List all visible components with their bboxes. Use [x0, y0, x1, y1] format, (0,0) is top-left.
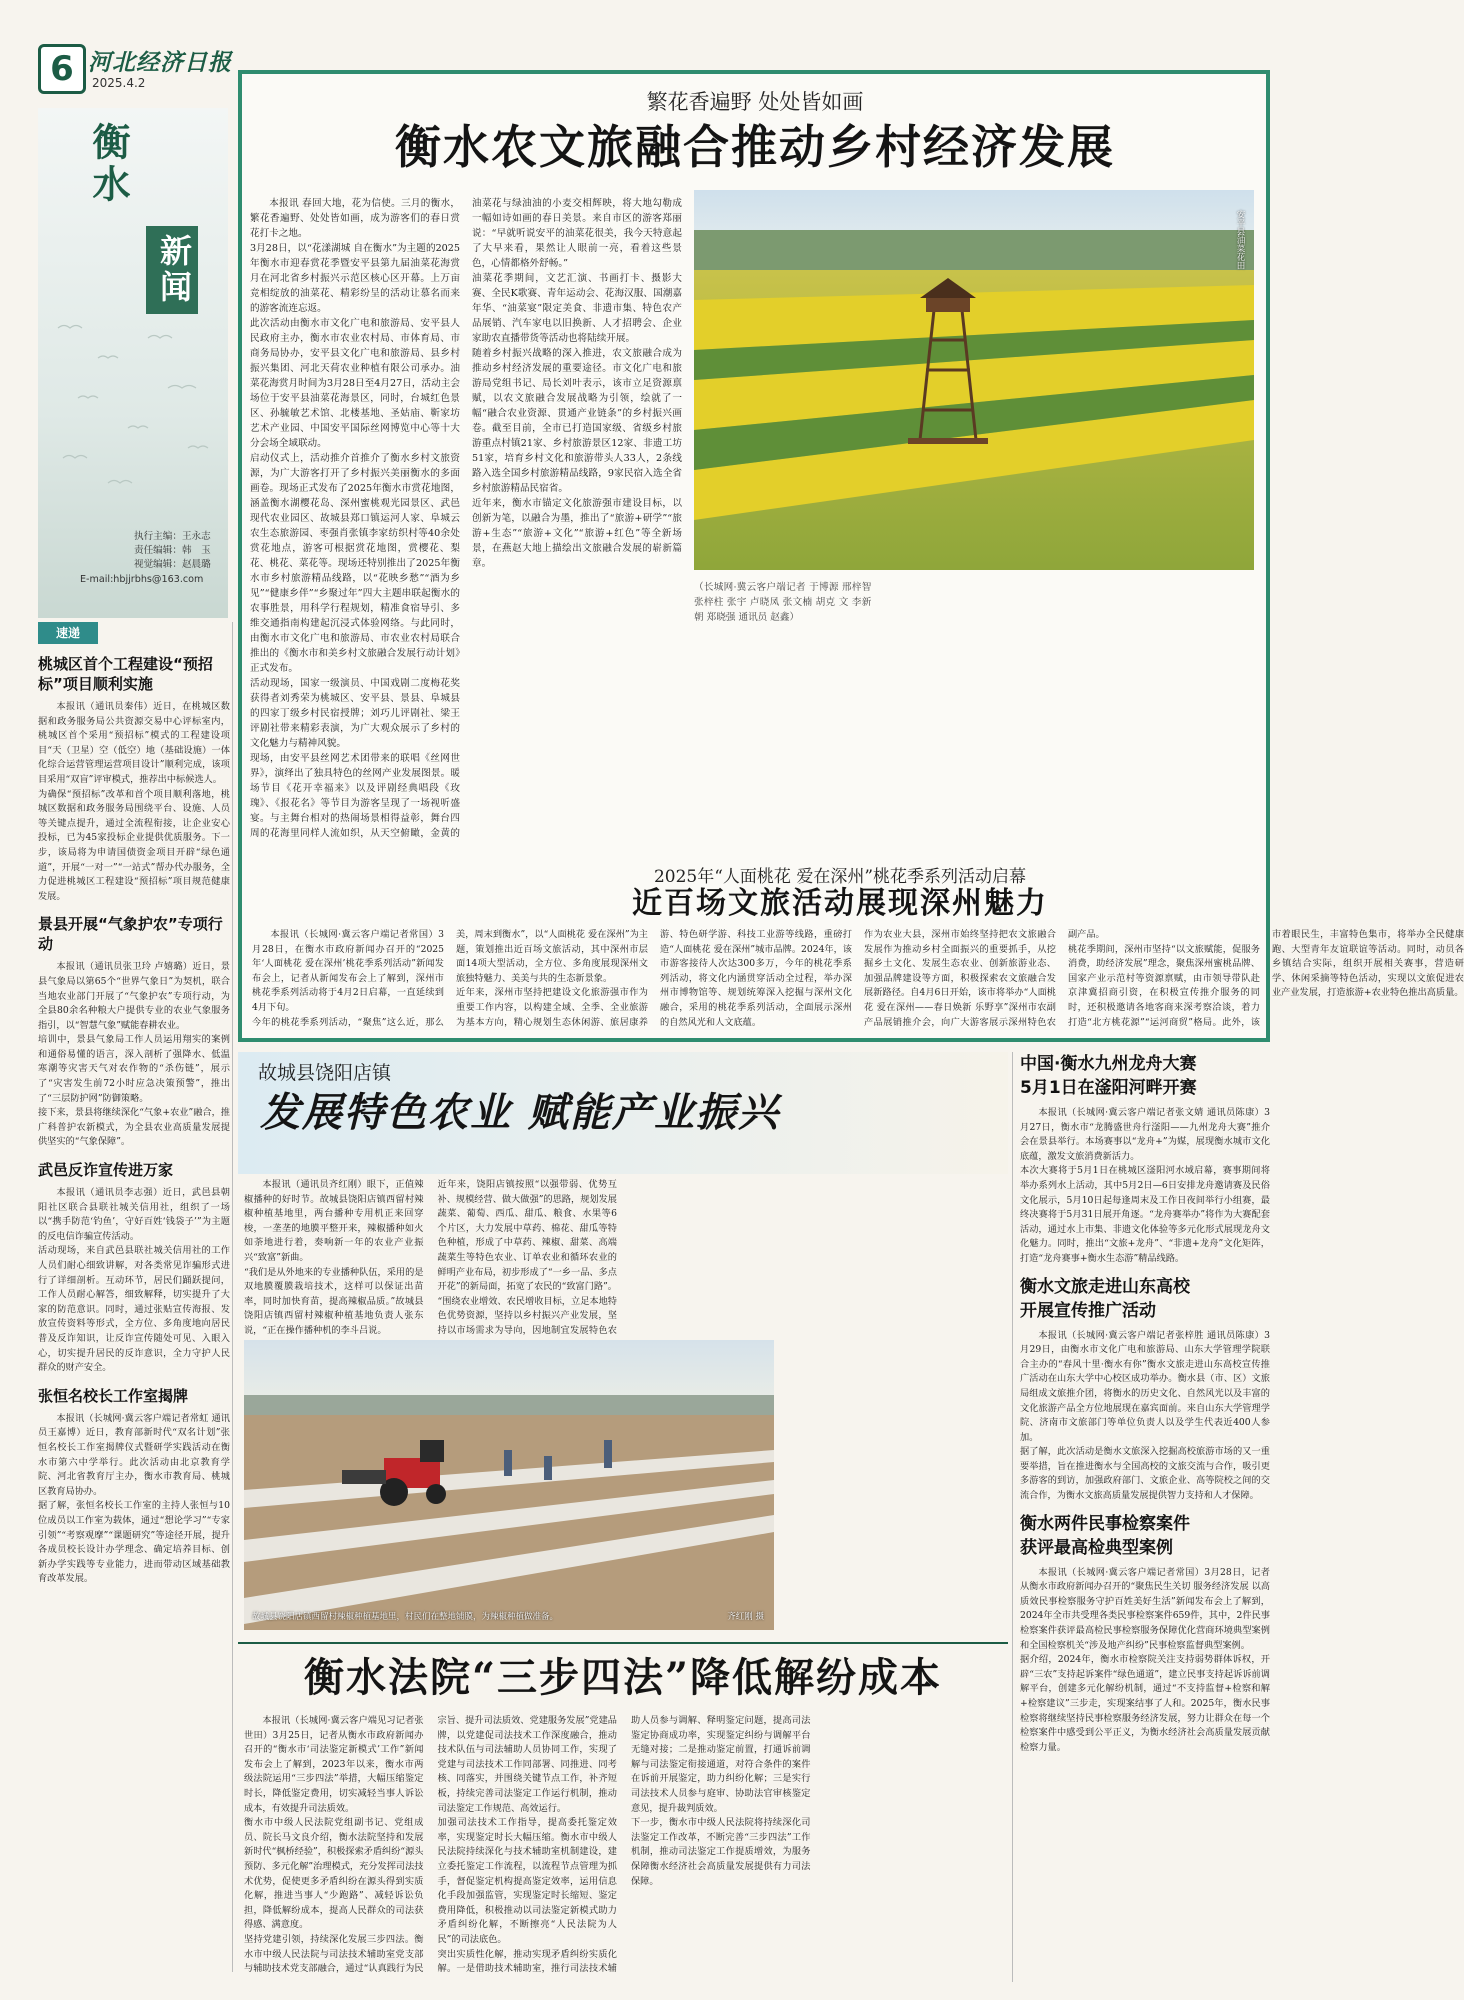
gucheng-headline: 发展特色农业 赋能产业振兴: [260, 1089, 780, 1136]
court-headline: 衡水法院“三步四法”降低解纷成本: [303, 1654, 942, 1701]
peach-kicker: 2025年“人面桃花 爱在深州”桃花季系列活动启幕: [653, 867, 1027, 887]
farm-story-body: 本报讯 春回大地，花为信使。三月的衡水，繁花香遍野、处处皆如画，成为游客们的春日赏花打卡之地。 3月28日，以“花漾湖城 自在衡水”为主题的2025年衡水市迎春赏花季暨安平县第九届油菜花海赏月在河北省乡村振兴示范区核心区开幕。上万亩竞相绽放的油菜花、精彩纷呈的活动让慕名而来的游客流连忘返。 此次活动由衡水市文化广电和旅游局、安平县人民政府主办，衡水市农业农村局、市体育局、市商务局协办，安平县文化广电和旅游局、县乡村振兴集团、河北天荷农业种植有限公司承办。油菜花海赏月时间为3月28日至4月27日，活动主会场位于安平县油菜花海景区，同时，台城红色景区、孙毓敏艺术馆、北楼基地、圣姑庙、靳家坊艺术产业园、中国安平国际丝网博览中心等十大分会场全域联动。 启动仪式上，活动推介首推介了衡水乡村文旅资源，为广大游客打开了乡村振兴美丽衡水的多面画卷。现场正式发布了2025年衡水市赏花地图，涵盖衡水湖樱花岛、深州蜜桃观光园景区、武邑现代农业园区、故城县郑口镇运河人家、阜城云农生态旅游园、枣强肖张镇李家纺织村等40余处赏花地点，游客可根据赏花地图，赏樱花、梨花、桃花、菜花等。现场还特别推出了2025年衡水市乡村旅游精品线路，以“花映乡愁”“酒为乡见”“健康乡伴”“乡聚过年”四大主题串联起衡水的农事胜景，用科学行程规划，精准食宿导引、多维交通指南构建起沉浸式体验网络。与此同时，由衡水市文化广电和旅游局、市农业农村局联合推出的《衡水市和美乡村文旅融合发展行动计划》正式发布。 活动现场，国家一级演员、中国戏剧二度梅花奖获得者刘秀荣为桃城区、安平县、景县、阜城县的四家丁级乡村民宿授牌；刘巧儿评剧社、梁王评剧社带来精彩表演，为广大观众展示了乡村的文化魅力与精神风貌。 现场，由安平县丝网艺术团带来的联唱《丝网世界》，演绎出了独具特色的丝网产业发展图景。暖场节目《花开幸福来》以及评剧经典唱段《玫瑰》、《报花名》等节目为游客呈现了一场视听盛宴。与主舞台相对的热闹场景相得益彰，舞台四周的花海里同样人流如织，从天空俯瞰，金黄的油菜花与绿油油的小麦交相辉映，将大地勾勒成一幅如诗如画的春日美景。来自市区的游客郑丽说：“早就听说安平的油菜花很美，我今天特意起了大早来看，果然让人眼前一亮，看着这些景色，心情都格外舒畅。” 油菜花季期间，文艺汇演、书画打卡、摄影大赛、全民K歌赛、青年运动会、花海汉服、国潮嘉年华、“油菜宴”限定美食、非遗市集、特色农产品展销、汽车家电以旧换新、人才招聘会、企业家助农直播带货等活动也将陆续开展。 随着乡村振兴战略的深入推进，农文旅融合成为推动乡村经济发展的重要途径。市文化广电和旅游局党组书记、局长刘叶表示，该市立足资源禀赋，以农文旅融合发展战略为引领，绘就了一幅“融合农业资源、贯通产业链条”的乡村振兴画卷。截至目前，全市已打造国家级、省级乡村旅游重点村镇21家、乡村旅游景区12家、非遗工坊51家，培育乡村文化和旅游带头人33人，2条线路入选全国乡村旅游精品线路，9家民宿入选全省乡村旅游精品民宿省。 近年来，衡水市锚定文化旅游强市建设目标，以创新为笔，以融合为墨，推出了“旅游+研学”“旅游+生态”“旅游+文化”“旅游+红色”等全新场景，在燕赵大地上描绘出文旅融合发展的崭新篇章。: [250, 198, 682, 839]
quick-item-gonggcheng: [38, 654, 230, 904]
right-item-title: [1020, 1512, 1270, 1560]
quick-item-body: 本报讯（通讯员秦伟）近日，在桃城区数据和政务服务局公共资源交易中心评标室内，桃城区首个采用“预招标”模式的工程建设项目“天（卫星）空（低空）地（基础设施）一体化综合运营管理运营项目设计”顺利完成，该项目采用“双盲”评审模式，推荐出中标候选人。 为确保“预招标”改革和首个项目顺利落地，桃城区数据和政务服务局围绕平台、设施、人员等关键点提升，通过全流程衔接，让企业安心投标，已为45家投标企业提供优质服务。下一步，该局将为申请国债资金项目开辟“绿色通道”，开展“一对一”“一站式”帮办代办服务，全力促进桃城区工程建设“预招标”项目规范健康发展。: [38, 701, 230, 902]
rapeseed-field-illustration: [694, 190, 1254, 570]
right-item-body: 本报讯（长城网·冀云客户端记者张梓胜 通讯员陈康）3月29日，由衡水市文化广电和旅游局、山东大学管理学院联合主办的“春风十里·衡水有你”衡水文旅走进山东高校宣传推广活动在山东大学中心校区成功举办。衡水县（市、区）文旅局组成文旅推介团，将衡水的历史文化、自然风光以及丰富的文化旅游产品全方位地展现在嘉宾面前。来自山东大学管理学院、济南市文旅部门等单位负责人以及学生代表近400人参加。 据了解，此次活动是衡水文旅深入挖掘高校旅游市场的又一重要举措，旨在推进衡水与全国高校的文旅交流与合作，吸引更多游客的到访，加强政府部门、文旅企业、高等院校之间的交流合作，为衡水文旅高质量发展提供智力支持和人才保障。: [1020, 1329, 1270, 1502]
quick-item-title: 张恒名校长工作室揭牌: [38, 1386, 189, 1405]
right-news-column: [1020, 1052, 1270, 1982]
editor-credits: [134, 530, 211, 572]
right-item-procuratorate: [1020, 1512, 1270, 1756]
category-title: 新闻: [146, 226, 198, 314]
quick-item-title: 武邑反诈宣传进万家: [38, 1161, 174, 1180]
right-item-title: [1020, 1275, 1270, 1323]
farm-headline: 衡水农文旅融合推动乡村经济发展: [395, 120, 1115, 174]
gucheng-story-body: 本报讯（通讯员齐红刚）眼下，正值辣椒播种的好时节。故城县饶阳店镇西留村辣椒种植基地里，两台播种专用机正来回穿梭，一垄垄的地膜平整开来，辣椒播种如火如荼地进行着，奏响新一年的农业产业振兴“致富”新曲。 “我们是从外地来的专业播种队伍，采用的是双地膜覆膜栽培技术，这样可以保证出苗率，同时加快育苗，提高辣椒品质。”故城县饶阳店镇西留村辣椒种植基地负责人张东说，“正在操作播种机的李斗吕说。 近年来，饶阳店镇按照“以强带弱、优势互补、规模经营、做大做强”的思路，规划发展蔬菜、葡萄、西瓜、甜瓜、粮食、水果等6个片区，大力发展中草药、棉花、甜瓜等特色种植，形成了中草药、辣椒、甜菜、高端蔬菜生等特色农业、订单农业和循环农业的鲜明产业布局，初步形成了“一乡一品、多点开花”的新局面，拓宽了农民的“致富门路”。 “围绕农业增效、农民增收目标，立足本地特色优势资源，坚持以乡村振兴产业发展，坚持以市场需求为导向，因地制宜发展特色农: [244, 1179, 617, 1336]
chili-planting-illustration: [244, 1340, 774, 1630]
city-title: 衡水: [86, 122, 131, 206]
quick-item-title: 桃城区首个工程建设“预招标”项目顺利实施: [38, 655, 213, 693]
farm-story-byline: （长城网·冀云客户端记者 于博源 邢梓智 张梓柱 张宇 卢晓凤 张文楠 胡克 文 李新朝 郑晓强 通讯员 赵鑫）: [694, 582, 872, 623]
quick-item-body: 本报讯（通讯员李志强）近日，武邑县朝阳社区联合县联社城关信用社，组织了一场以“携手防范‘钓鱼’，守好百姓‘钱袋子’”为主题的反电信诈骗宣传活动。 活动现场，来自武邑县联社城关信用社的工作人员们耐心细致讲解，对各类常见诈骗形式进行了详细剖析。互动环节，居民们踊跃提问，工作人员耐心解答，细致解释，切实提升了大家的防范意识。同时，通过张贴宣传海报、发放宣传资料等形式，全方位、多角度地向居民普及反诈知识，让反诈宣传随处可见、入眼入心，切实提升居民的反诈意识，全力守护人民群众的财产安全。: [38, 1187, 230, 1374]
page-number: 6: [38, 44, 86, 94]
court-story-body: 本报讯（长城网·冀云客户端见习记者张世田）3月25日，记者从衡水市政府新闻办召开的“衡水市‘司法鉴定新模式’工作”新闻发布会上了解到，2023年以来，衡水市两级法院运用“三步四法”举措，大幅压缩鉴定时长，降低鉴定费用，切实减轻当事人诉讼成本，有效提升司法质效。 衡水市中级人民法院党组副书记、党组成员、院长马文良介绍，衡水法院坚持和发展新时代“枫桥经验”，积极探索矛盾纠纷“源头预防、多元化解”治理模式，充分发挥司法技术优势，促使更多矛盾纠纷在源头得到实质化解，推进当事人“少跑路”、减轻诉讼负担，降低解纷成本，提高人民群众的司法获得感、满意度。 坚持党建引领，持续深化发展三步四法。衡水市中级人民法院与司法技术辅助室党支部与辅助技术党支部融合，通过“认真践行为民宗旨、提升司法质效、党建服务发展”党建品牌，以党建促司法技术工作深度融合，推动技术队伍与司法辅助人员协同工作，实现了党建与司法技术工作同部署、同推进、同考核、同落实，并围绕关键节点工作，补齐短板，持续完善司法鉴定工作运行机制，推动司法鉴定工作规范、高效运行。 加强司法技术工作指导，提高委托鉴定效率，实现鉴定时长大幅压缩。衡水市中级人民法院持续深化与技术辅助室机制建设，建立委托鉴定工作流程，以流程节点管理为抓手，督促鉴定机构提高鉴定效率，运用信息化手段加强监管，实现鉴定时长缩短、鉴定费用降低，积极推动以司法鉴定新模式助力矛盾纠纷化解，不断擦亮“人民法院为人民”的司法底色。 突出实质性化解，推动实现矛盾纠纷实质化解。一是借助技术辅助室，推行司法技术辅助人员参与调解、释明鉴定问题，提高司法鉴定协商成功率，实现鉴定纠纷与调解平台无缝对接；二是推动鉴定前置，打通诉前调解与司法鉴定衔接通道，对符合条件的案件在诉前开展鉴定，助力纠纷化解；三是实行司法技术人员参与庭审、协助法官审核鉴定意见，提升裁判质效。 下一步，衡水市中级人民法院将持续深化司法鉴定工作改革，不断完善“三步四法”工作机制，推动司法鉴定工作提质增效，为服务保障衡水经济社会高质量发展提供有力司法保障。: [244, 1715, 811, 1975]
chief-editor: 执行主编：王永志: [134, 531, 211, 542]
quick-label: [38, 622, 98, 644]
quick-item-principal: [38, 1386, 230, 1587]
gucheng-story-continued: [782, 1440, 1004, 1630]
title-line-1: 衡水文旅走进山东高校: [1020, 1276, 1190, 1297]
quick-item-antifraud: [38, 1160, 230, 1376]
paper-name: 河北经济日报: [88, 49, 232, 76]
section-header: [38, 108, 228, 618]
court-story: [244, 1714, 1004, 1984]
quick-news-column: [38, 622, 230, 1972]
court-rule: [238, 1642, 1008, 1644]
duty-editor: 责任编辑：韩 玉: [134, 545, 211, 556]
title-line-2: 获评最高检典型案例: [1020, 1537, 1173, 1558]
gucheng-photo-caption: 故城县饶阳店镇西留村辣椒种植基地里，村民们在整地铺膜，为辣椒种植做准备。: [252, 1612, 559, 1622]
title-line-2: 开展宣传推广活动: [1020, 1300, 1156, 1321]
peach-story: [252, 928, 1464, 1034]
peach-headline: 近百场文旅活动展现深州魅力: [632, 886, 1048, 921]
gucheng-kicker: 故城县饶阳店镇: [258, 1062, 392, 1084]
quick-label-text: 速递: [55, 626, 80, 640]
farm-story-continued: [694, 580, 1254, 850]
title-line-1: 中国·衡水九州龙舟大赛: [1020, 1054, 1197, 1074]
title-line-2: 5月1日在滏阳河畔开赛: [1020, 1078, 1197, 1098]
peach-story-body: 本报讯（长城网·冀云客户端记者常国）3月28日，在衡水市政府新闻办召开的“2025年‘人面桃花 爱在深州’桃花季系列活动”新闻发布会上，记者从新闻发布会上了解到，深州市桃花季系列活动将于4月2日启幕，一直延续到4月下旬。 今年的桃花季系列活动，“聚焦”这么近，那么美，周末到衡水”，以“人面桃花 爱在深州”为主题，策划推出近百场文旅活动，其中深州市层面14项大型活动，全方位、多角度展现深州文旅独特魅力、美美与共的生态新景象。 近年来，深州市坚持把建设文化旅游强市作为重要工作内容，以构建全域、全季、全业旅游为基本方向，精心规划生态休闲游、旅居康养游、特色研学游、科技工业游等线路，重磅打造“人面桃花 爱在深州”城市品牌。2024年，该市游客接待人次达300多万，今年的桃花季系列活动，将文化内涵贯穿活动全过程，举办深州市博物馆等、规划统筹深入挖掘与深州文化融合，采用的桃花季系列活动，全面展示深州的自然风光和人文底蕴。 作为农业大县，深州市始终坚持把农文旅融合发展作为推动乡村全面振兴的重要抓手，从挖掘乡土文化、发展生态农业、创新旅游业态、加强品牌建设等方面，积极探索农文旅融合发展新路径。自4月6日开始，该市将举办“人面桃花 爱在深州——春日焕新 乐野享”深州市农副产品展销推介会，向广大游客展示深州特色农副产品。 桃花季期间，深州市坚持“以文旅赋能，促服务消费，助经济发展”理念，聚焦深州蜜桃品牌、国家产业示范村等资源禀赋，由市领导带队赴京津冀招商引资，在积极宣传推介服务的同时，还积极邀请各地客商来深考察洽谈，着力打造“北方桃花源”“运河商贸”格局。此外，该市着眼民生，丰富特色集市，将举办全民健康跑、大型青年友谊联谊等活动。同时，动员各乡镇结合实际，组织开展相关赛事，营造研学、休闲采摘等特色活动，实现以文旅促进农业产业发展，打造旅游+农业特色推出高质量。: [252, 929, 1464, 1028]
quick-item-weather: [38, 914, 230, 1150]
quick-item-title: 景县开展“气象护农”专项行动: [38, 915, 223, 954]
chili-planting-photo: [244, 1340, 774, 1630]
quick-item-body: 本报讯（通讯员张卫玲 卢嬉璐）近日，景县气象局以第65个“世界气象日”为契机，联合当地农业部门开展了“气象护农”专项行动，为全县80余名种粮大户提供专业的农业气象服务指引，以“智慧气象”赋能春耕农业。 培训中，景县气象局工作人员运用翔实的案例和通俗易懂的语言，深入剖析了强降水、低温寒潮等灾害天气对农作物的“杀伤链”，展示了“灾害发生前72小时应急决策预警”，推出了“三层防护网”防御策略。 接下来，景县将继续深化“气象+农业”融合，推广科普护农新模式，为全县农业高质量发展提供坚实的“气象保障”。: [38, 961, 230, 1148]
right-item-body: 本报讯（长城网·冀云客户端记者常国）3月28日，记者从衡水市政府新闻办召开的“聚焦民生关切 服务经济发展 以高质效民事检察服务守护百姓美好生活”新闻发布会上了解到，2024年全市共受理各类民事检察案件659件，其中，2件民事检察案件获评最高检民事检察服务保障优化营商环境典型案例和全国检察机关“涉及地产纠纷”民事检察监督典型案例。 据介绍，2024年，衡水市检察院关注支持弱势群体诉权，开辟“三农”支持起诉案件“绿色通道”，建立民事支持起诉诉前调解平台，创建多元化解纷机制，通过“不支持监督+检察和解+检察建议”三步走，实现案结事了人和。2025年，衡水民事检察将继续坚持民事检察服务经济发展，努力让群众在每一个检察案件中感受到公平正义，为衡水经济社会高质量发展贡献检察力量。: [1020, 1566, 1270, 1753]
issue-date: 2025.4.2: [92, 76, 146, 90]
right-item-title: [1020, 1052, 1270, 1100]
farm-photo-caption: 安平县油菜花田: [1235, 210, 1245, 270]
rapeseed-field-photo: [694, 190, 1254, 570]
quick-item-body: 本报讯（长城网·冀云客户端记者常虹 通讯员王嘉博）近日，教育部新时代“双名计划”张恒名校长工作室揭牌仪式暨研学实践活动在衡水市第六中学举行。此次活动由北京教育学院、河北省教育厅主办，衡水市教育局、桃城区教育局协办。 据了解，张恒名校长工作室的主持人张恒与10位成员以工作室为载体，通过“想论学习”“专家引领”“考察观摩”“课题研究”等途径开展，提升各成员校长设计办学理念、确定培养目标、创新办学实践等专业能力，进而带动区域基础教育改革发展。: [38, 1412, 230, 1585]
farm-story: [250, 196, 682, 856]
masthead: [38, 42, 238, 102]
editor-email: E-mail:hbjjrbhs@163.com: [80, 574, 204, 585]
column-divider: [1012, 1052, 1013, 1982]
right-item-body: 本报讯（长城网·冀云客户端记者张文婧 通讯员陈康）3月27日，衡水市“龙腾盛世舟行滏阳——九州龙舟大赛”推介会在景县举行。本场赛事以“龙舟+”为媒，展现衡水城市文化底蕴，激发文旅消费新活力。 本次大赛将于5月1日在桃城区滏阳河水域启幕，赛事期间将举办系列水上活动，其中5月2日—6日安排龙舟邀请赛及民俗文化展示，5月10日起每逢周末及工作日夜间举行小组赛，最终决赛将于5月31日展开角逐。“龙舟赛举办”将作为大赛配套活动，通过水上市集、非遗文化体验等多元化形式展现龙舟文化魅力。同时，推出“文旅+龙舟”、“非遗+龙舟”文化矩阵，打造“龙舟赛事+衡水生态游”精品线路。: [1020, 1107, 1270, 1264]
gucheng-photo-credit: 齐红刚 摄: [727, 1612, 764, 1622]
left-column-divider: [232, 622, 233, 1972]
right-item-shandong: [1020, 1275, 1270, 1504]
title-line-1: 衡水两件民事检察案件: [1020, 1513, 1190, 1534]
visual-editor: 视觉编辑：赵晨璐: [134, 559, 211, 570]
farm-kicker: 繁花香遍野 处处皆如画: [646, 90, 864, 114]
right-item-dragonboat: [1020, 1052, 1270, 1267]
